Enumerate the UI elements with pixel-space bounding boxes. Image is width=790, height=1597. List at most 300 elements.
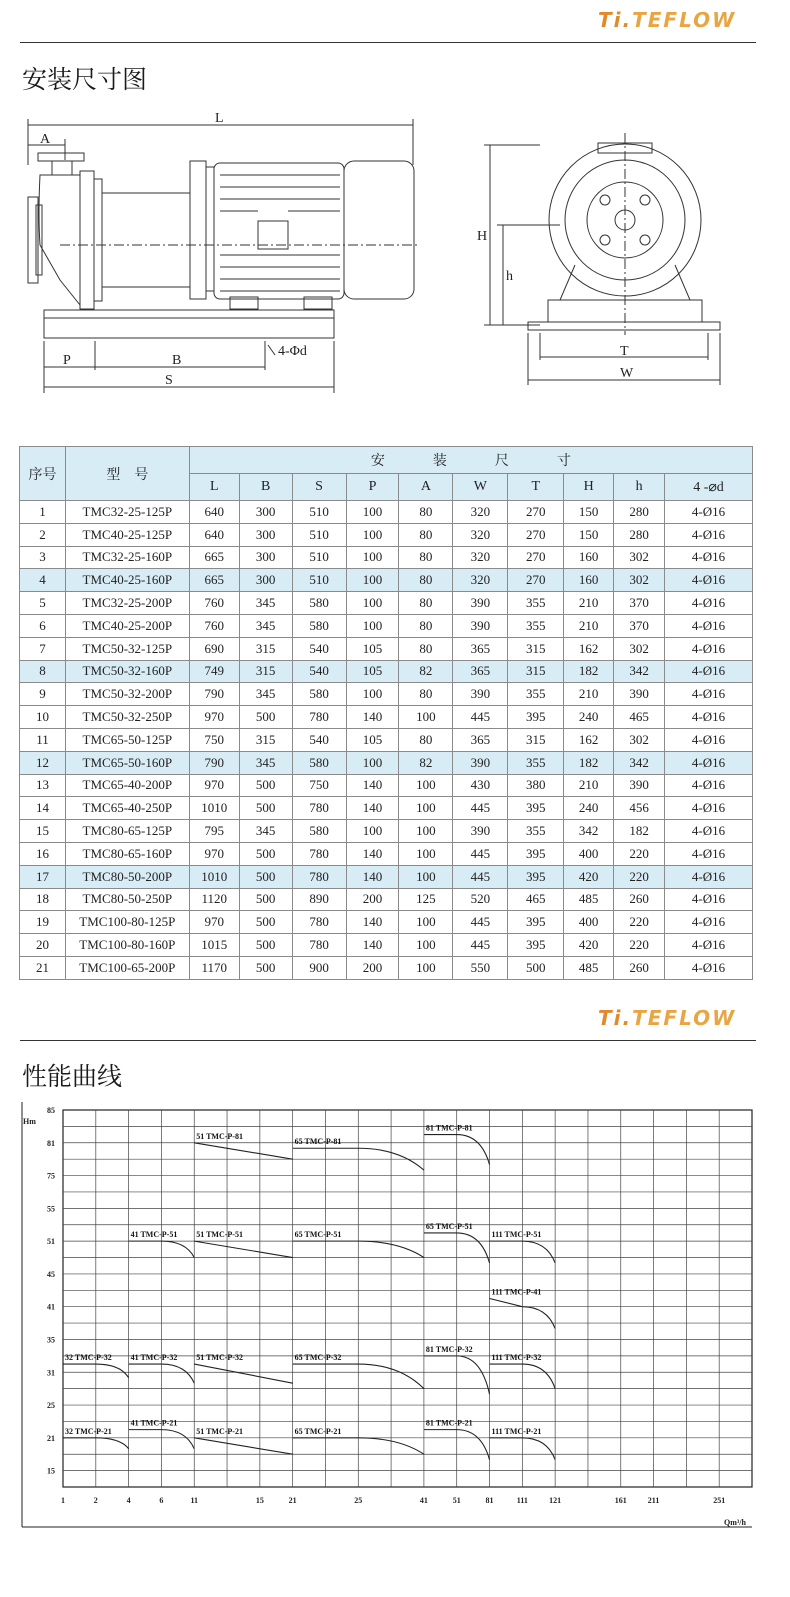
cell-value: 365 xyxy=(453,728,508,751)
curve-label: 51 TMC-P-51 xyxy=(196,1230,243,1240)
cell-value: 760 xyxy=(189,592,239,615)
cell-value: 580 xyxy=(292,820,346,843)
cell-value: 355 xyxy=(508,820,564,843)
cell-value: 4-Ø16 xyxy=(665,546,753,569)
cell-value: 540 xyxy=(292,728,346,751)
cell-value: 315 xyxy=(239,660,292,683)
section-rule xyxy=(20,1040,756,1041)
cell-value: 80 xyxy=(399,614,453,637)
cell-value: 640 xyxy=(189,501,239,524)
cell-value: 780 xyxy=(292,842,346,865)
table-row xyxy=(20,546,753,569)
cell-value: 4-Ø16 xyxy=(665,569,753,592)
cell-value: 420 xyxy=(564,934,614,957)
cell-value: 365 xyxy=(453,660,508,683)
cell-value: 315 xyxy=(239,728,292,751)
logo-text: TEFLOW xyxy=(632,1006,737,1030)
cell-value: 342 xyxy=(564,820,614,843)
table-row xyxy=(20,911,753,934)
cell-value: 390 xyxy=(453,683,508,706)
header-dims xyxy=(189,447,752,474)
cell-value: 302 xyxy=(614,546,665,569)
install-drawing xyxy=(0,105,790,405)
x-tick-label: 2 xyxy=(93,1496,98,1505)
cell-value: 580 xyxy=(292,592,346,615)
cell-value: 342 xyxy=(614,751,665,774)
curve-line xyxy=(194,1364,292,1383)
logo-mark: Ti. xyxy=(598,1006,633,1030)
cell-value: 390 xyxy=(453,592,508,615)
cell-value: 100 xyxy=(346,569,399,592)
table-row xyxy=(20,592,753,615)
curve-label: 51 TMC-P-32 xyxy=(196,1353,243,1363)
cell-value: 390 xyxy=(614,774,665,797)
cell-model: TMC80-65-125P xyxy=(65,820,189,843)
y-tick-label: 41 xyxy=(47,1302,55,1312)
x-tick-label: 121 xyxy=(549,1496,562,1505)
y-tick-label: 81 xyxy=(47,1138,55,1148)
dim-label-B: B xyxy=(172,353,182,368)
table-body xyxy=(20,501,753,980)
cell-value: 510 xyxy=(292,501,346,524)
cell-value: 4-Ø16 xyxy=(665,660,753,683)
cell-value: 315 xyxy=(508,660,564,683)
x-tick-label: 161 xyxy=(614,1496,627,1505)
cell-value: 300 xyxy=(239,523,292,546)
x-axis-title: Qm³/h xyxy=(724,1518,746,1527)
cell-value: 302 xyxy=(614,569,665,592)
cell-model: TMC100-80-160P xyxy=(65,934,189,957)
teflow-logo xyxy=(598,8,736,32)
table-row xyxy=(20,751,753,774)
curve-label: 41 TMC-P-32 xyxy=(130,1353,178,1363)
cell-value: 970 xyxy=(189,911,239,934)
table-row xyxy=(20,842,753,865)
cell-value: 400 xyxy=(564,842,614,865)
cell-no: 10 xyxy=(20,706,66,729)
cell-value: 465 xyxy=(614,706,665,729)
cell-value: 510 xyxy=(292,523,346,546)
cell-value: 550 xyxy=(453,956,508,979)
cell-model: TMC50-32-200P xyxy=(65,683,189,706)
plot-frame xyxy=(63,1110,752,1487)
x-tick-label: 25 xyxy=(354,1496,363,1505)
cell-value: 260 xyxy=(614,956,665,979)
cell-value: 890 xyxy=(292,888,346,911)
x-tick-label: 81 xyxy=(485,1496,494,1505)
cell-value: 80 xyxy=(399,592,453,615)
cell-value: 420 xyxy=(564,865,614,888)
curve-label: 111 TMC-P-51 xyxy=(491,1230,542,1240)
cell-value: 456 xyxy=(614,797,665,820)
cell-value: 140 xyxy=(346,911,399,934)
cell-value: 270 xyxy=(508,569,564,592)
cell-value: 200 xyxy=(346,956,399,979)
cell-value: 445 xyxy=(453,706,508,729)
cell-value: 750 xyxy=(189,728,239,751)
cell-value: 345 xyxy=(239,820,292,843)
table-row xyxy=(20,569,753,592)
cell-value: 780 xyxy=(292,911,346,934)
y-tick-label: 21 xyxy=(47,1433,55,1443)
cell-value: 445 xyxy=(453,911,508,934)
header-rule xyxy=(20,42,756,43)
cell-value: 640 xyxy=(189,523,239,546)
cell-value: 270 xyxy=(508,501,564,524)
cell-no: 19 xyxy=(20,911,66,934)
cell-value: 395 xyxy=(508,797,564,820)
teflow-logo-2 xyxy=(598,1006,736,1030)
cell-value: 320 xyxy=(453,569,508,592)
cell-value: 220 xyxy=(614,842,665,865)
cell-value: 82 xyxy=(399,751,453,774)
cell-value: 4-Ø16 xyxy=(665,637,753,660)
cell-value: 80 xyxy=(399,683,453,706)
curve-label: 41 TMC-P-21 xyxy=(130,1418,178,1428)
cell-value: 500 xyxy=(239,956,292,979)
cell-value: 1010 xyxy=(189,797,239,820)
cell-model: TMC65-40-250P xyxy=(65,797,189,820)
cell-value: 320 xyxy=(453,546,508,569)
cell-model: TMC65-50-125P xyxy=(65,728,189,751)
cell-value: 345 xyxy=(239,751,292,774)
cell-no: 17 xyxy=(20,865,66,888)
cell-no: 11 xyxy=(20,728,66,751)
dim-label-h: h xyxy=(506,269,513,284)
cell-value: 400 xyxy=(564,911,614,934)
cell-value: 210 xyxy=(564,614,614,637)
cell-no: 2 xyxy=(20,523,66,546)
table-row xyxy=(20,523,753,546)
cell-value: 4-Ø16 xyxy=(665,501,753,524)
cell-value: 1015 xyxy=(189,934,239,957)
dim-label-P: P xyxy=(63,353,71,368)
cell-no: 8 xyxy=(20,660,66,683)
cell-value: 100 xyxy=(399,956,453,979)
cell-value: 100 xyxy=(399,820,453,843)
cell-value: 140 xyxy=(346,934,399,957)
cell-value: 970 xyxy=(189,774,239,797)
cell-value: 780 xyxy=(292,797,346,820)
cell-value: 580 xyxy=(292,614,346,637)
curve-line xyxy=(194,1241,292,1257)
cell-value: 485 xyxy=(564,956,614,979)
cell-value: 150 xyxy=(564,523,614,546)
cell-value: 280 xyxy=(614,523,665,546)
cell-value: 100 xyxy=(346,546,399,569)
cell-value: 1170 xyxy=(189,956,239,979)
x-tick-label: 1 xyxy=(61,1496,65,1505)
cell-model: TMC32-25-200P xyxy=(65,592,189,615)
y-tick-label: 15 xyxy=(47,1466,55,1476)
table-row xyxy=(20,683,753,706)
cell-value: 100 xyxy=(346,614,399,637)
cell-value: 900 xyxy=(292,956,346,979)
cell-value: 780 xyxy=(292,706,346,729)
cell-value: 80 xyxy=(399,546,453,569)
cell-value: 445 xyxy=(453,797,508,820)
cell-value: 500 xyxy=(239,797,292,820)
cell-value: 105 xyxy=(346,660,399,683)
x-tick-label: 111 xyxy=(516,1496,528,1505)
cell-value: 395 xyxy=(508,706,564,729)
cell-value: 4-Ø16 xyxy=(665,728,753,751)
cell-value: 345 xyxy=(239,683,292,706)
table-row xyxy=(20,865,753,888)
x-tick-label: 21 xyxy=(288,1496,297,1505)
cell-value: 445 xyxy=(453,842,508,865)
dim-label-A: A xyxy=(40,132,51,147)
cell-value: 540 xyxy=(292,637,346,660)
cell-value: 390 xyxy=(614,683,665,706)
cell-value: 4-Ø16 xyxy=(665,774,753,797)
curve-label: 65 TMC-P-51 xyxy=(294,1230,342,1240)
cell-value: 395 xyxy=(508,911,564,934)
cell-model: TMC100-80-125P xyxy=(65,911,189,934)
cell-value: 140 xyxy=(346,706,399,729)
cell-value: 355 xyxy=(508,614,564,637)
curve-label: 81 TMC-P-32 xyxy=(425,1344,473,1354)
column-header: B xyxy=(239,474,292,501)
x-tick-label: 51 xyxy=(452,1496,461,1505)
cell-value: 100 xyxy=(346,501,399,524)
cell-no: 1 xyxy=(20,501,66,524)
cell-value: 580 xyxy=(292,751,346,774)
cell-value: 315 xyxy=(508,728,564,751)
cell-value: 302 xyxy=(614,728,665,751)
cell-value: 500 xyxy=(239,774,292,797)
cell-value: 100 xyxy=(399,842,453,865)
cell-value: 1010 xyxy=(189,865,239,888)
cell-value: 162 xyxy=(564,728,614,751)
cell-value: 500 xyxy=(239,706,292,729)
cell-value: 140 xyxy=(346,797,399,820)
dim-label-L: L xyxy=(215,111,224,126)
table-row xyxy=(20,797,753,820)
cell-model: TMC65-50-160P xyxy=(65,751,189,774)
cell-value: 300 xyxy=(239,546,292,569)
column-header: W xyxy=(453,474,508,501)
cell-value: 750 xyxy=(292,774,346,797)
cell-model: TMC40-25-200P xyxy=(65,614,189,637)
cell-value: 749 xyxy=(189,660,239,683)
cell-value: 80 xyxy=(399,569,453,592)
cell-value: 390 xyxy=(453,614,508,637)
cell-value: 780 xyxy=(292,934,346,957)
cell-value: 970 xyxy=(189,706,239,729)
curve-label: 111 TMC-P-21 xyxy=(491,1426,542,1436)
column-header: h xyxy=(614,474,665,501)
cell-value: 370 xyxy=(614,614,665,637)
cell-value: 355 xyxy=(508,683,564,706)
cell-value: 300 xyxy=(239,501,292,524)
column-header: 4 -⌀d xyxy=(665,474,753,501)
dim-label-H: H xyxy=(477,229,488,244)
dim-label-S: S xyxy=(165,373,173,388)
cell-value: 345 xyxy=(239,592,292,615)
table-row xyxy=(20,888,753,911)
cell-value: 270 xyxy=(508,523,564,546)
perf-section-title: 性能曲线 xyxy=(22,1062,123,1091)
cell-no: 16 xyxy=(20,842,66,865)
cell-model: TMC80-65-160P xyxy=(65,842,189,865)
table-row xyxy=(20,706,753,729)
y-tick-label: 55 xyxy=(47,1204,55,1214)
cell-value: 345 xyxy=(239,614,292,637)
cell-value: 4-Ø16 xyxy=(665,911,753,934)
curve-label: 65 TMC-P-21 xyxy=(294,1426,342,1436)
cell-value: 665 xyxy=(189,569,239,592)
header-no: 序号 xyxy=(20,447,66,501)
cell-model: TMC40-25-125P xyxy=(65,523,189,546)
header-dims-label: 安装尺寸 xyxy=(370,453,619,469)
cell-model: TMC100-65-200P xyxy=(65,956,189,979)
table-row xyxy=(20,956,753,979)
cell-value: 280 xyxy=(614,501,665,524)
cell-value: 500 xyxy=(239,911,292,934)
install-section-title: 安装尺寸图 xyxy=(22,65,148,94)
cell-value: 100 xyxy=(346,751,399,774)
cell-value: 100 xyxy=(399,911,453,934)
cell-value: 160 xyxy=(564,546,614,569)
cell-value: 365 xyxy=(453,637,508,660)
performance-chart xyxy=(0,1095,790,1565)
column-header: L xyxy=(189,474,239,501)
cell-value: 4-Ø16 xyxy=(665,956,753,979)
cell-value: 260 xyxy=(614,888,665,911)
curve-label: 65 TMC-P-81 xyxy=(294,1137,342,1147)
cell-value: 100 xyxy=(399,774,453,797)
cell-value: 80 xyxy=(399,728,453,751)
table-row xyxy=(20,934,753,957)
cell-value: 540 xyxy=(292,660,346,683)
cell-value: 395 xyxy=(508,865,564,888)
cell-value: 100 xyxy=(399,934,453,957)
cell-value: 500 xyxy=(508,956,564,979)
cell-model: TMC32-25-160P xyxy=(65,546,189,569)
y-tick-label: 25 xyxy=(47,1401,55,1411)
dimensions-table xyxy=(19,446,753,980)
cell-value: 210 xyxy=(564,774,614,797)
y-tick-label: 75 xyxy=(47,1171,55,1181)
curve-label: 81 TMC-P-21 xyxy=(425,1418,473,1428)
curve-label: 81 TMC-P-81 xyxy=(425,1123,473,1133)
cell-value: 200 xyxy=(346,888,399,911)
cell-value: 100 xyxy=(346,523,399,546)
cell-value: 4-Ø16 xyxy=(665,842,753,865)
cell-model: TMC65-40-200P xyxy=(65,774,189,797)
cell-value: 4-Ø16 xyxy=(665,797,753,820)
y-tick-label: 85 xyxy=(47,1106,55,1115)
cell-no: 5 xyxy=(20,592,66,615)
cell-value: 370 xyxy=(614,592,665,615)
cell-value: 80 xyxy=(399,501,453,524)
x-tick-label: 6 xyxy=(159,1496,164,1505)
cell-value: 4-Ø16 xyxy=(665,614,753,637)
cell-value: 100 xyxy=(346,592,399,615)
dim-label-T: T xyxy=(620,344,629,359)
x-tick-label: 11 xyxy=(190,1496,199,1505)
column-header: A xyxy=(399,474,453,501)
logo-mark: Ti. xyxy=(598,8,633,32)
cell-no: 6 xyxy=(20,614,66,637)
cell-value: 4-Ø16 xyxy=(665,865,753,888)
cell-value: 162 xyxy=(564,637,614,660)
table-row xyxy=(20,660,753,683)
x-tick-label: 41 xyxy=(419,1496,428,1505)
cell-no: 12 xyxy=(20,751,66,774)
logo-text: TEFLOW xyxy=(632,8,737,32)
cell-no: 15 xyxy=(20,820,66,843)
header-model: 型 号 xyxy=(65,447,189,501)
cell-value: 4-Ø16 xyxy=(665,683,753,706)
cell-value: 665 xyxy=(189,546,239,569)
cell-value: 210 xyxy=(564,683,614,706)
cell-model: TMC50-32-160P xyxy=(65,660,189,683)
cell-model: TMC50-32-125P xyxy=(65,637,189,660)
cell-value: 390 xyxy=(453,820,508,843)
cell-value: 80 xyxy=(399,637,453,660)
cell-model: TMC50-32-250P xyxy=(65,706,189,729)
cell-value: 380 xyxy=(508,774,564,797)
cell-value: 182 xyxy=(564,660,614,683)
x-tick-label: 211 xyxy=(647,1496,660,1505)
cell-no: 4 xyxy=(20,569,66,592)
cell-value: 395 xyxy=(508,842,564,865)
cell-value: 1120 xyxy=(189,888,239,911)
cell-value: 355 xyxy=(508,592,564,615)
cell-value: 315 xyxy=(239,637,292,660)
cell-value: 485 xyxy=(564,888,614,911)
table-row xyxy=(20,501,753,524)
curve-label: 65 TMC-P-32 xyxy=(294,1353,342,1363)
cell-value: 520 xyxy=(453,888,508,911)
y-tick-label: 35 xyxy=(47,1335,55,1345)
x-tick-label: 251 xyxy=(713,1496,726,1505)
cell-no: 7 xyxy=(20,637,66,660)
cell-value: 355 xyxy=(508,751,564,774)
cell-value: 445 xyxy=(453,934,508,957)
table-row xyxy=(20,774,753,797)
cell-no: 3 xyxy=(20,546,66,569)
cell-value: 220 xyxy=(614,911,665,934)
cell-no: 20 xyxy=(20,934,66,957)
cell-value: 500 xyxy=(239,934,292,957)
cell-value: 4-Ø16 xyxy=(665,706,753,729)
cell-value: 140 xyxy=(346,774,399,797)
cell-value: 4-Ø16 xyxy=(665,934,753,957)
cell-no: 21 xyxy=(20,956,66,979)
cell-value: 510 xyxy=(292,569,346,592)
cell-value: 100 xyxy=(399,797,453,820)
cell-value: 500 xyxy=(239,888,292,911)
cell-value: 82 xyxy=(399,660,453,683)
cell-value: 690 xyxy=(189,637,239,660)
cell-model: TMC80-50-200P xyxy=(65,865,189,888)
cell-value: 510 xyxy=(292,546,346,569)
curve-label: 41 TMC-P-51 xyxy=(130,1230,178,1240)
cell-value: 580 xyxy=(292,683,346,706)
curve-line xyxy=(194,1438,292,1454)
curve-label: 111 TMC-P-32 xyxy=(491,1353,542,1363)
cell-no: 9 xyxy=(20,683,66,706)
cell-no: 13 xyxy=(20,774,66,797)
cell-value: 4-Ø16 xyxy=(665,751,753,774)
column-header: T xyxy=(508,474,564,501)
cell-value: 790 xyxy=(189,751,239,774)
cell-value: 500 xyxy=(239,842,292,865)
cell-value: 182 xyxy=(614,820,665,843)
